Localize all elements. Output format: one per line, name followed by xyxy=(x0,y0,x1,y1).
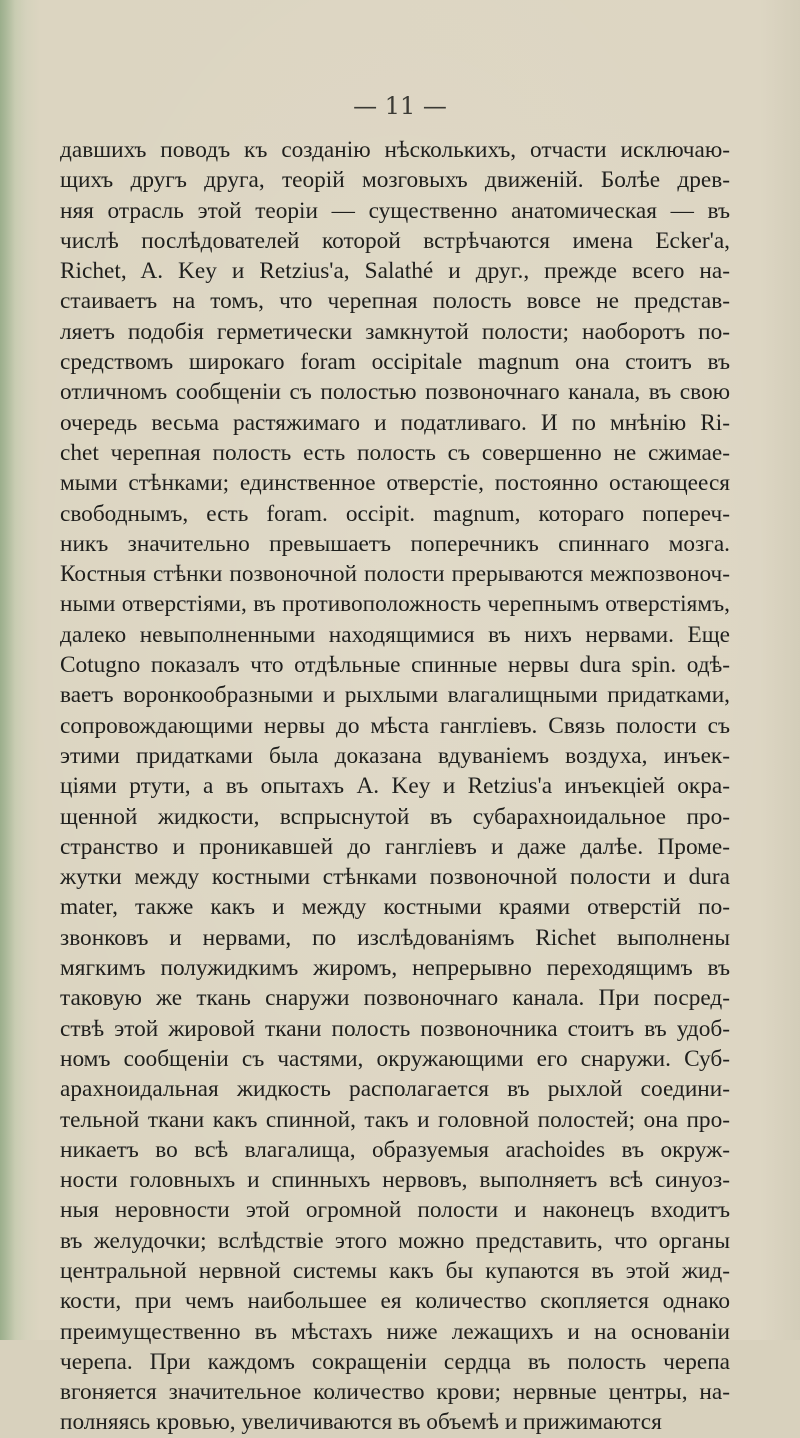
text-line: ваетъ воронкообразными и рыхлыми влагалищными придатками, xyxy=(60,682,730,709)
text-line: полняясь кровью, увеличиваются въ объемѣ и прижимаются xyxy=(60,1409,662,1436)
text-line: средствомъ широкаго foram occipitale magnum она стоитъ въ xyxy=(60,349,730,376)
text-line: никаетъ во всѣ влагалища, образуемыя arachoides въ окруж- xyxy=(60,1136,730,1163)
text-line: мыми стѣнками; единственное отверстіе, постоянно остающееся xyxy=(60,470,730,497)
text-line: ныя неровности этой огромной полости и наконецъ входитъ xyxy=(60,1197,730,1224)
page-number-header: — 11 — xyxy=(353,92,447,120)
text-line: ціями ртути, а въ опытахъ А. Key и Retzius'а инъекціей окра- xyxy=(60,773,730,800)
text-line: никъ значительно превышаетъ поперечникъ спиннаго мозга. xyxy=(60,530,730,557)
text-line: Richet, A. Key и Retzius'а, Salathé и друг., прежде всего на- xyxy=(60,258,730,285)
text-line: сопровождающими нервы до мѣста гангліевъ. Связь полости съ xyxy=(60,712,730,739)
text-line: этими придатками была доказана вдуваніемъ воздуха, инъек- xyxy=(60,742,730,769)
text-line: Костныя стѣнки позвоночной полости прерываются межпозвоноч- xyxy=(60,561,730,588)
text-line: центральной нервной системы какъ бы купаются въ этой жид- xyxy=(60,1257,730,1284)
text-line: далеко невыполненными находящимися въ нихъ нервами. Еще xyxy=(60,621,730,648)
text-line: Cotugno показалъ что отдѣльные спинные нервы dura spin. одѣ- xyxy=(60,652,730,679)
text-line: числѣ послѣдователей которой встрѣчаются имена Еcker'а, xyxy=(60,227,730,254)
text-line: жутки между костными стѣнками позвоночной полости и dura xyxy=(60,864,730,891)
page-edge-stain xyxy=(0,0,26,1340)
text-line: странство и проникавшей до гангліевъ и даже далѣе. Проме- xyxy=(60,833,730,860)
text-line: стаиваетъ на томъ, что черепная полость вовсе не представ- xyxy=(60,288,730,315)
text-line: ности головныхъ и спинныхъ нервовъ, выполняетъ всѣ синуоз- xyxy=(60,1167,730,1194)
text-line: свободнымъ, есть foram. occipit. magnum, котораго попереч- xyxy=(60,500,730,527)
text-line: вгоняется значительное количество крови; нервные центры, на- xyxy=(60,1379,730,1406)
text-line: преимущественно въ мѣстахъ ниже лежащихъ и на основаніи xyxy=(60,1318,730,1345)
text-line: таковую же ткань снаружи позвоночнаго канала. При посред- xyxy=(60,985,730,1012)
text-line: кости, при чемъ наибольшее ея количество скопляется однако xyxy=(60,1288,730,1315)
text-line: давшихъ поводъ къ созданію нѣсколькихъ, отчасти исключаю- xyxy=(60,137,730,163)
text-line: тельной ткани какъ спинной, такъ и головной полостей; она про- xyxy=(60,1106,730,1133)
text-line: арахноидальная жидкость располагается въ рыхлой соедини- xyxy=(60,1076,730,1103)
text-line: ляетъ подобія герметически замкнутой полости; наоборотъ по- xyxy=(60,318,730,345)
text-line: черепа. При каждомъ сокращеніи сердца въ полость черепа xyxy=(60,1348,730,1375)
body-text xyxy=(60,135,730,1438)
text-line: ными отверстіями, въ противоположность черепнымъ отверстіямъ, xyxy=(60,591,730,618)
text-line: мягкимъ полужидкимъ жиромъ, непрерывно переходящимъ въ xyxy=(60,955,730,982)
text-line: mater, также какъ и между костными краями отверстій по- xyxy=(60,894,730,921)
text-line: въ желудочки; вслѣдствіе этого можно представить, что органы xyxy=(60,1227,730,1254)
text-line: chet черепная полость есть полость съ совершенно не сжимае- xyxy=(60,439,730,466)
text-line: щенной жидкости, вспрыснутой въ субарахноидальное про- xyxy=(60,803,730,830)
text-line: няя отрасль этой теоріи — существенно анатомическая — въ xyxy=(60,197,730,224)
text-line: ствѣ этой жировой ткани полость позвоночника стоитъ въ удоб- xyxy=(60,1015,730,1042)
text-line: очередь весьма растяжимаго и податливаго. И по мнѣнію Ri- xyxy=(60,409,730,436)
text-line: отличномъ сообщеніи съ полостью позвоночнаго канала, въ свою xyxy=(60,379,730,406)
text-line: номъ сообщеніи съ частями, окружающими его снаружи. Суб- xyxy=(60,1045,730,1072)
text-line: щихъ другъ друга, теорій мозговыхъ движеній. Болѣе древ- xyxy=(60,167,730,194)
text-line: звонковъ и нервами, по изслѣдованіямъ Richet выполнены xyxy=(60,924,730,951)
